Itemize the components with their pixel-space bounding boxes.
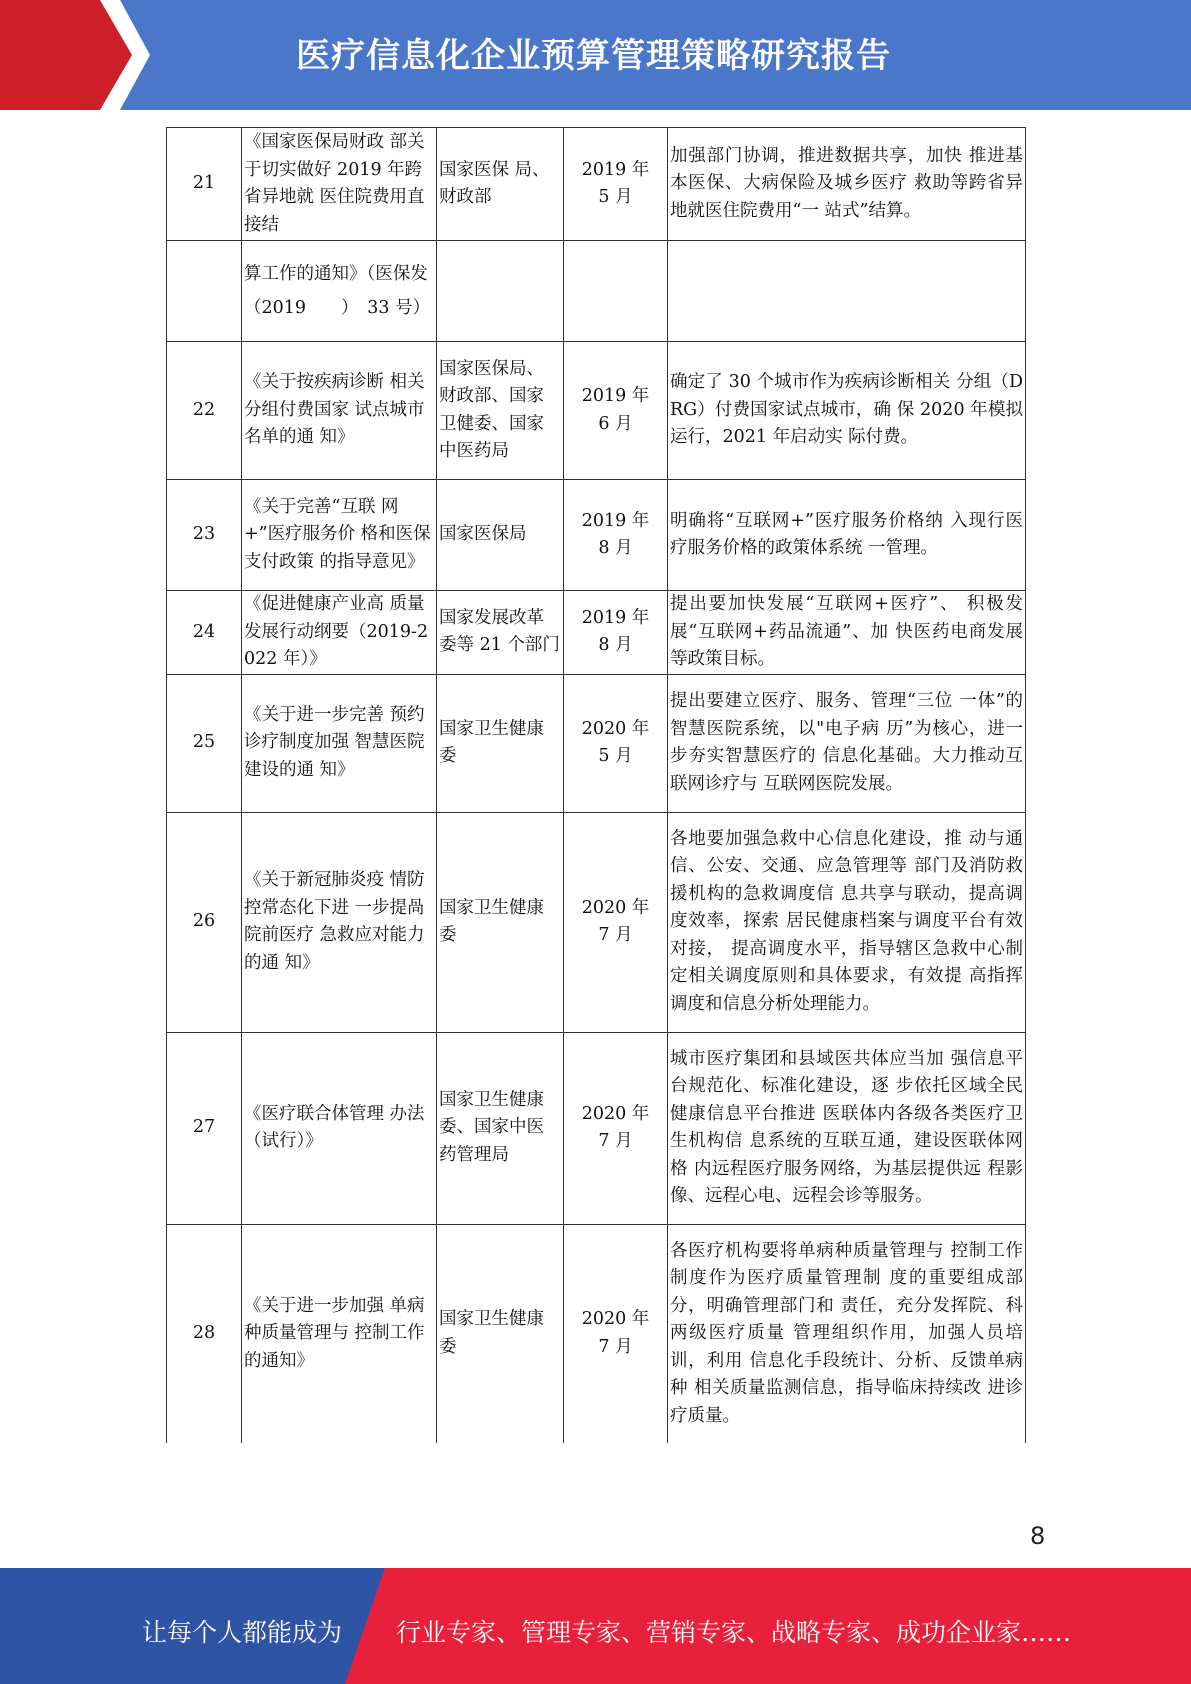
issue-date: 2019 年 8 月: [564, 591, 668, 675]
page-number: 8: [1030, 1522, 1046, 1550]
policy-content: [668, 241, 1026, 342]
footer-slogan-right: 行业专家、管理专家、营销专家、战略专家、成功企业家……: [396, 1618, 1072, 1647]
page-header: [0, 0, 1191, 110]
row-number: 26: [167, 812, 242, 1032]
document-title: 医疗信息化企业预算管理策略研究报告: [296, 36, 891, 76]
issuing-authority: 国家医保局、财政部、国家卫健委、国家中医药局: [437, 342, 564, 480]
issuing-authority: 国家发展改革委等 21 个部门: [437, 591, 564, 675]
policy-content: 各地要加强急救中心信息化建设，推 动与通信、公安、交通、应急管理等 部门及消防救援机构的急救调度信 息共享与联动，提高调度效率，探索 居民健康档案与调度平台有效对接， 提高调度水平，指导辖区急救中心制 定相关调度原则和具体要求，有效提 高指挥调度和信息分析处理能力。: [668, 812, 1026, 1032]
policy-content: 提出要加快发展“互联网+医疗”、 积极发展“互联网+药品流通”、加 快医药电商发展等政策目标。: [668, 591, 1026, 675]
row-number: 23: [167, 480, 242, 591]
document-name: 《关于进一步加强 单病种质量管理与 控制工作的通知》: [242, 1224, 437, 1443]
row-number: [167, 241, 242, 342]
document-name: 《关于新冠肺炎疫 情防控常态化下进 一步提咼院前医疗 急救应对能力的通 知》: [242, 812, 437, 1032]
row-number: 21: [167, 128, 242, 241]
document-name: 《促进健康产业高 质量发展行动纲要（2019-2022 年）》: [242, 591, 437, 675]
table-row: [167, 480, 1026, 591]
table-row: [167, 591, 1026, 675]
document-name: 《关于完善“互联 网+”医疗服务价 格和医保支付政策 的指导意见》: [242, 480, 437, 591]
document-name: 《医疗联合体管理 办法（试行）》: [242, 1032, 437, 1224]
page-footer: [0, 1568, 1191, 1684]
table-row: [167, 241, 1026, 342]
issue-date: 2019 年 5 月: [564, 128, 668, 241]
table-row: [167, 812, 1026, 1032]
issuing-authority: 国家卫生健康委: [437, 1224, 564, 1443]
row-number: 24: [167, 591, 242, 675]
issuing-authority: 国家医保局: [437, 480, 564, 591]
issuing-authority: 国家卫生健康委: [437, 674, 564, 812]
document-name: 算工作的通知》（医保发（2019 ） 33 号）: [242, 241, 437, 342]
footer-slogan-left: 让每个人都能成为: [142, 1618, 343, 1647]
policy-content: 城市医疗集团和县域医共体应当加 强信息平台规范化、标准化建设，逐 步依托区域全民健康信息平台推进 医联体内各级各类医疗卫生机构信 息系统的互联互通，建设医联体网格 内远程医疗服务网络，为基层提供远 程影像、远程心电、远程会诊等服务。: [668, 1032, 1026, 1224]
issuing-authority: [437, 241, 564, 342]
row-number: 28: [167, 1224, 242, 1443]
issuing-authority: 国家卫生健康委、国家中医药管理局: [437, 1032, 564, 1224]
issue-date: 2020 年 7 月: [564, 1032, 668, 1224]
table-row: [167, 674, 1026, 812]
table-row: [167, 1032, 1026, 1224]
issue-date: [564, 241, 668, 342]
table-row: [167, 128, 1026, 241]
row-number: 22: [167, 342, 242, 480]
row-number: 27: [167, 1032, 242, 1224]
issuing-authority: 国家卫生健康委: [437, 812, 564, 1032]
policy-content: 加强部门协调，推进数据共享，加快 推进基本医保、大病保险及城乡医疗 救助等跨省异地就医住院费用“一 站式”结算。: [668, 128, 1026, 241]
table-row: [167, 342, 1026, 480]
policy-content: 明确将“互联网+”医疗服务价格纳 入现行医疗服务价格的政策体系统 一管理。: [668, 480, 1026, 591]
issue-date: 2019 年 8 月: [564, 480, 668, 591]
issue-date: 2020 年 5 月: [564, 674, 668, 812]
document-name: 《国家医保局财政 部关于切实做好 2019 年跨省异地就 医住院费用直接结: [242, 128, 437, 241]
issue-date: 2019 年 6 月: [564, 342, 668, 480]
policy-content: 提出要建立医疗、服务、管理“三位 一体”的智慧医院系统，以"电子病 历”为核心，进一步夯实智慧医疗的 信息化基础。大力推动互联网诊疗与 互联网医院发展。: [668, 674, 1026, 812]
policy-table: [166, 127, 1026, 1443]
row-number: 25: [167, 674, 242, 812]
policy-content: 确定了 30 个城市作为疾病诊断相关 分组（DRG）付费国家试点城市，确 保 2020 年模拟运行，2021 年启动实 际付费。: [668, 342, 1026, 480]
table-row: [167, 1224, 1026, 1443]
document-name: 《关于按疾病诊断 相关分组付费国家 试点城市名单的通 知》: [242, 342, 437, 480]
document-name: 《关于进一步完善 预约诊疗制度加强 智慧医院建设的通 知》: [242, 674, 437, 812]
issue-date: 2020 年 7 月: [564, 1224, 668, 1443]
issue-date: 2020 年 7 月: [564, 812, 668, 1032]
policy-content: 各医疗机构要将单病种质量管理与 控制工作制度作为医疗质量管理制 度的重要组成部分，明确管理部门和 责任，充分发挥院、科两级医疗质量 管理组织作用，加强人员培训，利用 信息化手段统计、分析、反馈单病种 相关质量监测信息，指导临床持续改 进诊疗质量。: [668, 1224, 1026, 1443]
issuing-authority: 国家医保 局、财政部: [437, 128, 564, 241]
